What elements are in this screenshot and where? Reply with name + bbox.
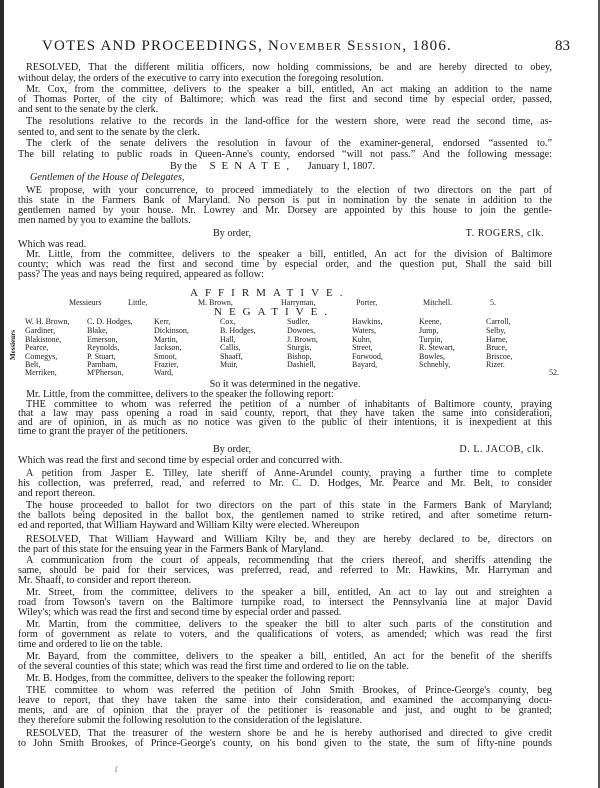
text-line: the ballots being deposited in the ballot box, the gentlemen named to strike retired, and after sometime return- [18, 510, 552, 521]
text-line: The bill relating to public roads in Queen-Anne's county, endorsed “will not pass.” And the following message: [18, 149, 552, 160]
negative-name: Bruce, [486, 343, 508, 352]
affirmative-name: Porter, [356, 298, 378, 307]
text-line: Wiley's; which was read the first and second time by especial order and passed. [18, 607, 342, 618]
negative-name: Blakistone, [25, 335, 62, 344]
text-line: the part of this state for the ensuing year in the Farmers Bank of Maryland. [18, 544, 324, 555]
text-line: road from Towson's tavern on the Baltimore turnpike road, to intersect the Pennsylvania line at major David [18, 597, 552, 608]
negative-name: Kuhn, [352, 335, 372, 344]
negative-name: Pearce, [25, 343, 49, 352]
negative-name: Dashiell, [287, 360, 316, 369]
negative-name: Cox, [220, 317, 236, 326]
scan-left-edge [0, 0, 4, 788]
negative-name: Turpin, [419, 335, 443, 344]
negative-name: Bowles, [419, 352, 445, 361]
negative-name: Harne, [486, 335, 508, 344]
text-line: The resolutions relative to the records in the land-office for the western shore, were read the second time, as- [26, 116, 552, 127]
negative-name: Selby, [486, 326, 506, 335]
scan-mark: ſ [115, 765, 118, 774]
text-line: this state in the Farmers Bank of Maryland. No person is put in nomination by the senate in addition to the [18, 195, 552, 206]
negative-name: Reynolds, [87, 343, 120, 352]
negative-name: Rizer. [486, 360, 505, 369]
text-line: Which was read. [18, 239, 87, 250]
text-line: So it was determined in the negative. [209, 379, 361, 390]
text-line: same, should be paid for their services, was preferred, read, and referred to Mr. Hawkins, Mr. Harryman and [18, 565, 552, 576]
negative-name: Bayard, [352, 360, 378, 369]
affirmative-total: 5. [490, 298, 496, 307]
text-line: sented to, and sent to the senate by the clerk. [18, 127, 200, 138]
text-line: his collection, was preferred, read, and referred to Mr. C. D. Hodges, Mr. Pearce and Mr. Belt, to consider [18, 478, 552, 489]
negative-name: Blake, [87, 326, 108, 335]
text-line: time and ordered to lie on the table. [18, 639, 163, 650]
negative-name: Gardiner, [25, 326, 56, 335]
negative-name: Forwood, [352, 352, 383, 361]
negative-name: Bishop, [287, 352, 312, 361]
text-line: that a law may pass opening a road in said county, report, that they have taken the same into consideration, [18, 408, 552, 419]
text-line: leave to report, that they have taken the same into their consideration, and examined the accompanying docu- [18, 695, 552, 706]
senate-label: SENATE, [209, 160, 296, 172]
negative-name: J. Brown, [287, 335, 318, 344]
affirmative-heading: AFFIRMATIVE. [190, 287, 350, 299]
text-line: and report thereon. [18, 488, 96, 499]
text-line: THE committee to whom was referred the petition of John Smith Brookes, of Prince-George's county, beg [26, 685, 552, 696]
negative-name: Carroll, [486, 317, 511, 326]
text-line: Mr. Street, from the committee, delivers to the speaker a bill, entitled, An act to lay out and streighten a [26, 587, 552, 598]
text-line: The house proceeded to ballot for two directors on the part of this state in the Farmers Bank of Maryland; [26, 500, 552, 511]
negative-side-label: Messieurs [9, 330, 17, 360]
text-line: ed and reported, that William Hayward and William Kilty were elected. Whereupon [18, 520, 360, 531]
text-line: The clerk of the senate delivers the resolution in favour of the examiner-general, endorsed “assented to.” [26, 138, 552, 149]
text-line: Mr. Shaaff, to consider and report thereon. [18, 575, 192, 586]
negative-name: Briscoe, [486, 352, 513, 361]
text-line: pass? The yeas and nays being required, appeared as follow: [18, 269, 264, 280]
text-line: Mr. Little, from the committee, delivers to the speaker a bill, entitled, An act for the division of Baltimore [26, 249, 552, 260]
text-line: Mr. Little, from the committee, delivers to the speaker the following report: [26, 389, 334, 400]
clerk-signature: T. ROGERS, clk. [465, 228, 544, 239]
text-line: RESOLVED, That William Hayward and William Kilty be, and they are hereby declared to be, directors on [26, 534, 552, 545]
negative-total: 52. [549, 368, 559, 377]
clerk-signature: D. L. JACOB, clk. [459, 444, 544, 455]
text-line: and sent to the senate by the clerk. [18, 104, 159, 115]
negative-name: Muir, [220, 360, 238, 369]
negative-name: Merriken, [25, 368, 57, 377]
text-line: RESOLVED, That the different militia officers, now holding commissions, be and are hereby directed to obey, [26, 62, 552, 73]
senate-message-heading [170, 160, 375, 172]
text-line: A petition from Jasper E. Tilley, late sheriff of Anne-Arundel county, praying a further time to complete [26, 468, 552, 479]
text-line: Mr. B. Hodges, from the committee, delivers to the speaker the following report: [26, 673, 355, 684]
negative-name: M'Pherson, [87, 368, 124, 377]
text-line: Which was read the first and second time by especial order and concurred with. [18, 455, 343, 466]
text-line: WE propose, with your concurrence, to proceed immediately to the election of two directors on the part of [26, 185, 552, 196]
negative-name: Hawkins, [352, 317, 383, 326]
negative-name: Ward, [154, 368, 174, 377]
negative-name: Martin, [154, 335, 178, 344]
text-line: of Thomas Porter, of the city of Baltimore; which was read the first and second time by especial order, passed, [18, 94, 552, 105]
negative-name: R. Stewart, [419, 343, 455, 352]
text-line: form of government as relate to voters, and the qualifications of voters, as amended; which was read the first [18, 629, 552, 640]
affirmative-name: Harryman, [281, 298, 316, 307]
affirmative-prefix: Messieurs [69, 298, 102, 307]
text-line: of the several counties of this state; which was read the first time and ordered to lie on the table. [18, 661, 409, 672]
by-order-label: By order, [213, 444, 252, 455]
text-line: Mr. Cox, from the committee, delivers to the speaker a bill, entitled, An act making an addition to the name [26, 84, 552, 95]
negative-name: Dickinson, [154, 326, 189, 335]
negative-name: Smoot, [154, 352, 177, 361]
text-line: gentlemen named by your house. Mr. Lowrey and Mr. Dorsey are appointed by this house to join the gentle- [18, 205, 552, 216]
text-line: to John Smith Brookes, of Prince-George's county, on his bond given to the state, the sum of fifty-nine pounds [18, 738, 552, 749]
senate-by: By the [170, 161, 197, 172]
negative-name: Downes, [287, 326, 316, 335]
negative-name: Parnham, [87, 360, 118, 369]
negative-name: Frazier, [154, 360, 179, 369]
negative-name: Waters, [352, 326, 377, 335]
negative-name: Emerson, [87, 335, 118, 344]
negative-heading: NEGATIVE. [214, 306, 335, 318]
negative-name: C. D. Hodges, [87, 317, 133, 326]
text-line: THE committee to whom was referred the petition of a number of inhabitants of Baltimore county, praying [26, 399, 552, 410]
negative-name: Keene, [419, 317, 442, 326]
page-number: 83 [555, 38, 570, 54]
negative-name: Jump, [419, 326, 439, 335]
negative-name: Sturgis, [287, 343, 312, 352]
negative-name: Comegys, [25, 352, 58, 361]
text-line: and are of opinion, in as much as no notice was given to the public of their intentions, it is inexpedient at this [18, 417, 552, 428]
text-line: A communication from the court of appeals, recommending that the criers thereof, and sheriffs attending the [26, 555, 552, 566]
text-line: men named by you to examine the ballots. [18, 215, 191, 226]
negative-name: W. H. Brown, [25, 317, 70, 326]
text-line: ments, and are of opinion that the prayer of the petitioner is reasonable and just, and ought to be granted; [18, 705, 552, 716]
negative-name: Shaaff, [220, 352, 243, 361]
negative-name: Sudler, [287, 317, 310, 326]
negative-name: Callis, [220, 343, 241, 352]
negative-name: Kerr, [154, 317, 171, 326]
text-line: county; which was read the first and second time by especial order, and the question put, Shall the said bill [18, 259, 552, 270]
negative-name: B. Hodges, [220, 326, 256, 335]
salutation: Gentlemen of the House of Delegates, [30, 172, 185, 183]
negative-name: Jackson, [154, 343, 182, 352]
affirmative-name: Mitchell. [423, 298, 453, 307]
text-line: Mr. Bayard, from the committee, delivers to the speaker a bill, entitled, An act for the benefit of the sheriffs [26, 651, 552, 662]
affirmative-name: M. Brown, [198, 298, 233, 307]
text-line: without delay, the orders of the executive to carry into execution the foregoing resolution. [18, 73, 384, 84]
text-line: time to grant the prayer of the petitioners. [18, 426, 188, 437]
negative-name: Hall, [220, 335, 236, 344]
negative-name: Schnebly, [419, 360, 451, 369]
senate-date: January 1, 1807. [307, 161, 376, 172]
text-line: they therefore submit the following resolution to the consideration of the legislature. [18, 715, 363, 726]
text-line: Mr. Martin, from the committee, delivers to the speaker the bill to alter such parts of the constitution and [26, 619, 552, 630]
negative-name: Belt, [25, 360, 41, 369]
negative-name: P. Stuart, [87, 352, 116, 361]
text-line: RESOLVED, That the treasurer of the western shore be and he is hereby authorised and directed to give credit [26, 728, 552, 739]
page-header-title: VOTES AND PROCEEDINGS, November Session, 1806. [42, 38, 453, 54]
by-order-label: By order, [213, 228, 252, 239]
negative-name: Street, [352, 343, 373, 352]
affirmative-name: Little, [128, 298, 148, 307]
